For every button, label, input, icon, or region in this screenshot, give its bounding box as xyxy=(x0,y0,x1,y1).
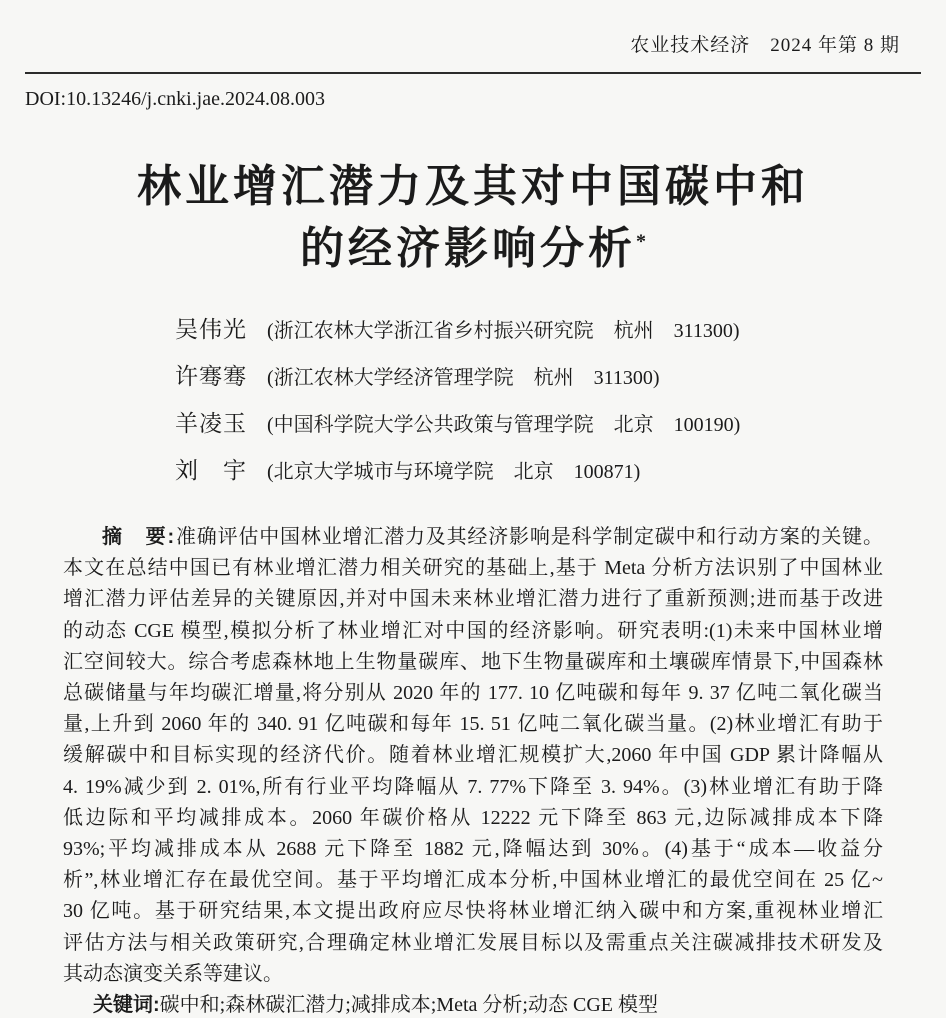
journal-issue-header: 农业技术经济 2024 年第 8 期 xyxy=(630,35,900,56)
author-row xyxy=(175,402,946,449)
abstract-line: 30 亿吨。基于研究结果,本文提出政府应尽快将林业增汇纳入碳中和方案,重视林业增汇 xyxy=(63,900,883,923)
author-affiliation: (浙江农林大学经济管理学院 杭州 311300) xyxy=(267,367,660,389)
abstract-line: 本文在总结中国已有林业增汇潜力相关研究的基础上,基于 Meta 分析方法识别了中国林业 xyxy=(63,557,883,580)
abstract-line: 增汇潜力评估差异的关键原因,并对中国未来林业增汇潜力进行了重新预测;进而基于改进 xyxy=(63,588,883,611)
author-affiliation: (中国科学院大学公共政策与管理学院 北京 100190) xyxy=(267,414,741,436)
abstract-line: 93%;平均减排成本从 2688 元下降至 1882 元,降幅达到 30%。(4)基于“成本—收益分 xyxy=(63,838,883,861)
abstract-line: 析”,林业增汇存在最优空间。基于平均增汇成本分析,中国林业增汇的最优空间在 25 亿~ xyxy=(63,869,883,892)
author-name: 许骞骞 xyxy=(175,364,247,389)
doi-line: DOI:10.13246/j.cnki.jae.2024.08.003 xyxy=(25,88,325,110)
abstract-line: 的动态 CGE 模型,模拟分析了林业增汇对中国的经济影响。研究表明:(1)未来中国林业增 xyxy=(63,619,883,642)
abstract-line xyxy=(63,522,883,553)
authors-block xyxy=(175,308,946,496)
abstract-section xyxy=(63,522,883,990)
author-affiliation: (浙江农林大学浙江省乡村振兴研究院 杭州 311300) xyxy=(267,320,740,342)
author-row xyxy=(175,308,946,355)
author-name: 吴伟光 xyxy=(175,317,247,342)
abstract-label: 摘 要: xyxy=(102,526,176,548)
abstract-line: 低边际和平均减排成本。2060 年碳价格从 12222 元下降至 863 元,边际减排成本下降 xyxy=(63,806,883,829)
abstract-line: 总碳储量与年均碳汇增量,将分别从 2020 年的 177. 10 亿吨碳和每年 9. 37 亿吨二氧化碳当 xyxy=(63,682,883,705)
abstract-text: 准确评估中国林业增汇潜力及其经济影响是科学制定碳中和行动方案的关键。 xyxy=(175,526,883,548)
author-name: 刘 宇 xyxy=(175,458,247,483)
paper-title xyxy=(0,156,946,280)
title-line-2: 的经济影响分析 xyxy=(300,224,636,273)
keywords-label: 关键词: xyxy=(93,994,160,1017)
author-name: 羊凌玉 xyxy=(175,411,247,436)
abstract-line: 4. 19%减少到 2. 01%,所有行业平均降幅从 7. 77%下降至 3. 94%。(3)林业增汇有助于降 xyxy=(63,775,883,798)
abstract-line: 缓解碳中和目标实现的经济代价。随着林业增汇规模扩大,2060 年中国 GDP 累计降幅从 xyxy=(63,744,883,767)
author-row xyxy=(175,449,946,496)
header-rule xyxy=(25,72,921,74)
title-footnote-marker: * xyxy=(636,230,646,253)
abstract-line: 评估方法与相关政策研究,合理确定林业增汇发展目标以及需重点关注碳减排技术研发及 xyxy=(63,931,883,954)
author-row xyxy=(175,355,946,402)
author-affiliation: (北京大学城市与环境学院 北京 100871) xyxy=(267,461,641,483)
abstract-line: 汇空间较大。综合考虑森林地上生物量碳库、地下生物量碳库和土壤碳库情景下,中国森林 xyxy=(63,650,883,673)
title-line-1: 林业增汇潜力及其对中国碳中和 xyxy=(137,162,809,211)
keywords-text: 碳中和;森林碳汇潜力;减排成本;Meta 分析;动态 CGE 模型 xyxy=(159,994,658,1017)
abstract-line: 其动态演变关系等建议。 xyxy=(63,962,283,985)
abstract-line: 量,上升到 2060 年的 340. 91 亿吨碳和每年 15. 51 亿吨二氧化碳当量。(2)林业增汇有助于 xyxy=(63,713,883,736)
keywords-line xyxy=(63,990,883,1018)
